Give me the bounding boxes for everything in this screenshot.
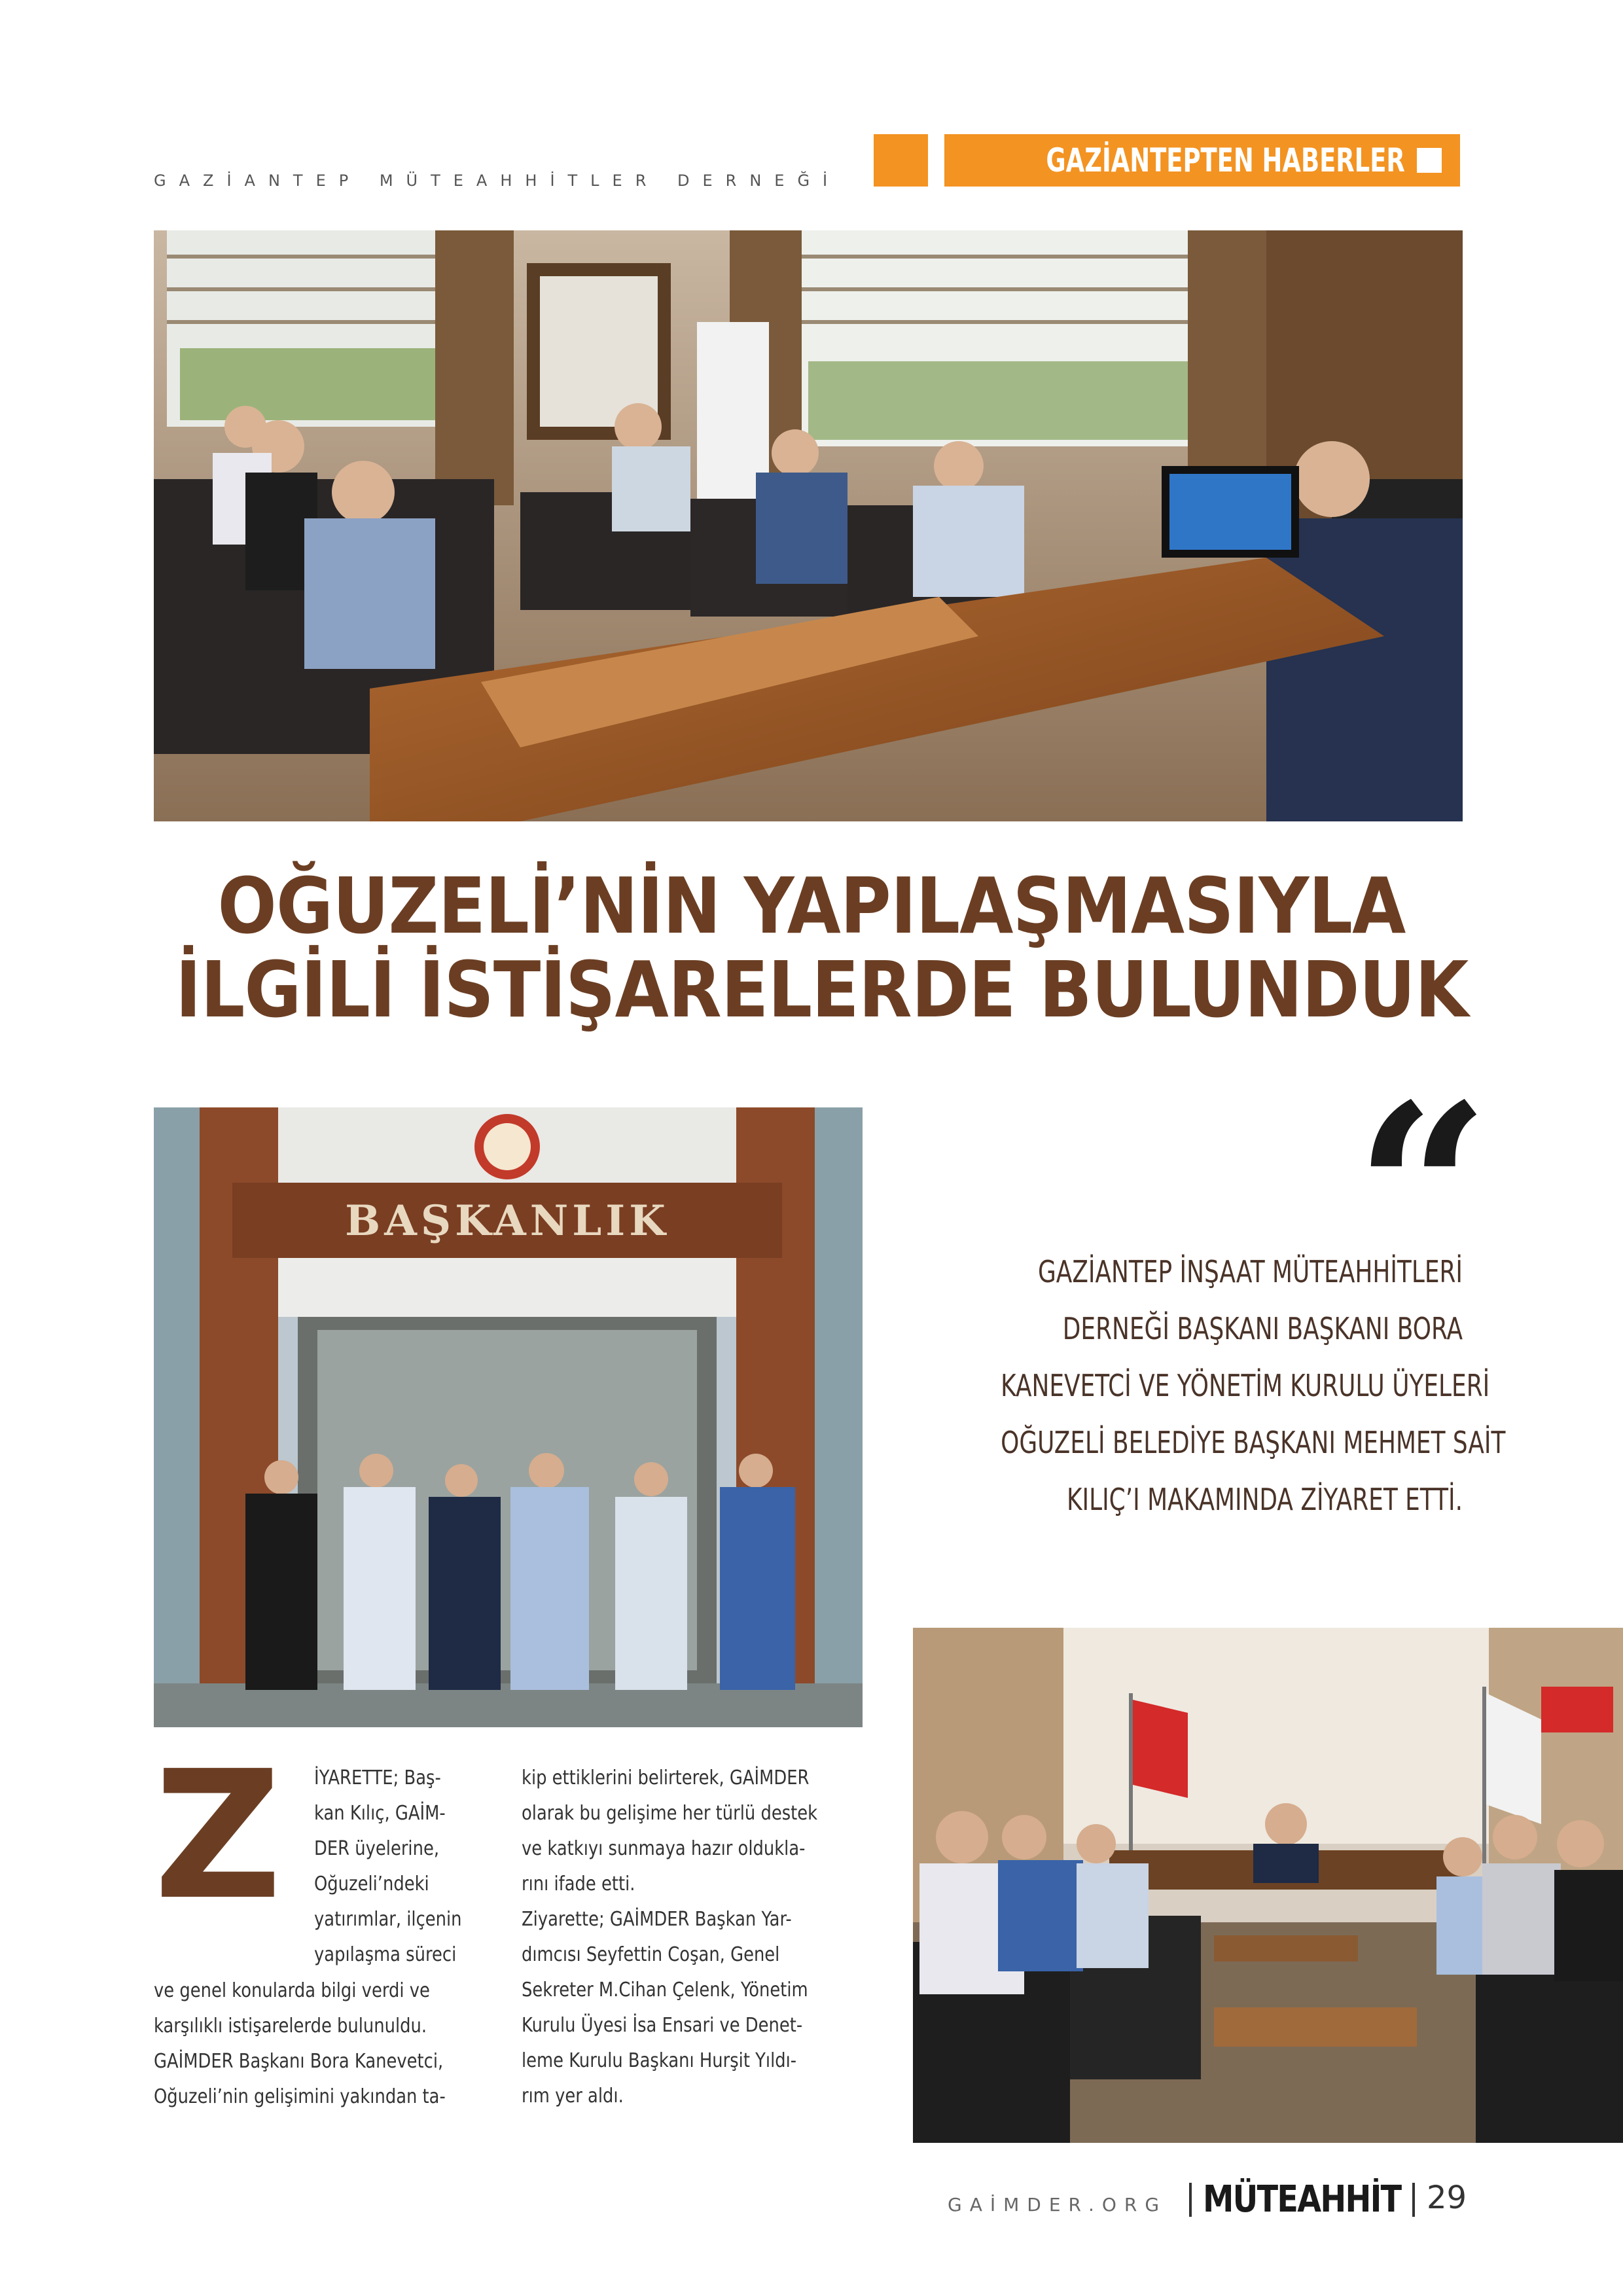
body-line: rını ifade etti. — [522, 1873, 635, 1895]
body-line: dımcısı Seyfettin Coşan, Genel — [522, 1943, 780, 1966]
footer-divider — [1412, 2183, 1415, 2217]
building-sign-text: BAŞKANLIK — [345, 1196, 669, 1246]
pull-quote — [870, 1244, 1506, 1528]
body-column-2 — [522, 1761, 862, 2114]
body-line: DER üyelerine, — [314, 1837, 440, 1860]
body-column-1-bottom — [154, 1973, 494, 2115]
page-number: 29 — [1427, 2179, 1467, 2216]
body-line: kan Kılıç, GAİM- — [314, 1802, 446, 1825]
section-title: GAZİANTEPTEN HABERLER — [1046, 141, 1405, 179]
section-square-icon — [1417, 148, 1442, 173]
body-line: ve genel konularda bilgi verdi ve — [154, 1979, 430, 2002]
pull-quote-line: GAZİANTEP İNŞAAT MÜTEAHHİTLERİ — [1038, 1254, 1463, 1289]
header-accent-block — [874, 134, 928, 187]
organization-name: GAZİANTEP MÜTEAHHİTLER DERNEĞİ — [154, 171, 841, 190]
body-line: leme Kurulu Başkanı Hurşit Yıldı- — [522, 2049, 797, 2072]
body-line: GAİMDER Başkanı Bora Kanevetci, — [154, 2050, 444, 2073]
headline-line-1: OĞUZELİ’NİN YAPILAŞMASIYLA — [217, 861, 1406, 951]
headline-line-2: İLGİLİ İSTİŞARELERDE BULUNDUK — [175, 944, 1469, 1035]
body-line: kip ettiklerini belirterek, GAİMDER — [522, 1767, 810, 1789]
pull-quote-line: DERNEĞİ BAŞKANI BAŞKANI BORA — [1062, 1311, 1463, 1346]
pull-quote-line: KANEVETCİ VE YÖNETİM KURULU ÜYELERİ — [1001, 1368, 1490, 1403]
body-line: Oğuzeli’ndeki — [314, 1873, 429, 1895]
pull-quote-line: OĞUZELİ BELEDİYE BAŞKANI MEHMET SAİT — [1001, 1425, 1506, 1460]
photo-mayor-office — [913, 1628, 1623, 2143]
section-banner — [944, 134, 1460, 187]
footer-divider — [1189, 2183, 1192, 2217]
body-line: yatırımlar, ilçenin — [314, 1908, 462, 1931]
quote-mark-icon: “ — [1355, 1052, 1491, 1329]
body-line: Oğuzeli’nin gelişimini yakından ta- — [154, 2085, 446, 2108]
photo-building-group — [154, 1107, 863, 1727]
article-headline — [105, 861, 1518, 1035]
body-line: Ziyarette; GAİMDER Başkan Yar- — [522, 1908, 792, 1931]
body-line: Kurulu Üyesi İsa Ensari ve Denet- — [522, 2014, 803, 2037]
pull-quote-line: KILIÇ’I MAKAMINDA ZİYARET ETTİ. — [1066, 1482, 1463, 1517]
body-line: İYARETTE; Baş- — [314, 1767, 441, 1789]
body-line: olarak bu gelişime her türlü destek — [522, 1802, 818, 1825]
body-line: yapılaşma süreci — [314, 1943, 457, 1966]
body-line: rım yer aldı. — [522, 2085, 624, 2108]
footer-magazine-logo: MÜTEAHHİT — [1203, 2178, 1401, 2221]
body-line: karşılıklı istişarelerde bulunuldu. — [154, 2015, 427, 2037]
body-line: ve katkıyı sunmaya hazır oldukla- — [522, 1837, 806, 1860]
body-column-1-top — [314, 1761, 494, 1973]
photo-office-meeting — [154, 230, 1463, 821]
footer-website: GAİMDER.ORG — [948, 2194, 1168, 2215]
drop-cap: Z — [154, 1732, 282, 1939]
body-line: Sekreter M.Cihan Çelenk, Yönetim — [522, 1979, 808, 2001]
